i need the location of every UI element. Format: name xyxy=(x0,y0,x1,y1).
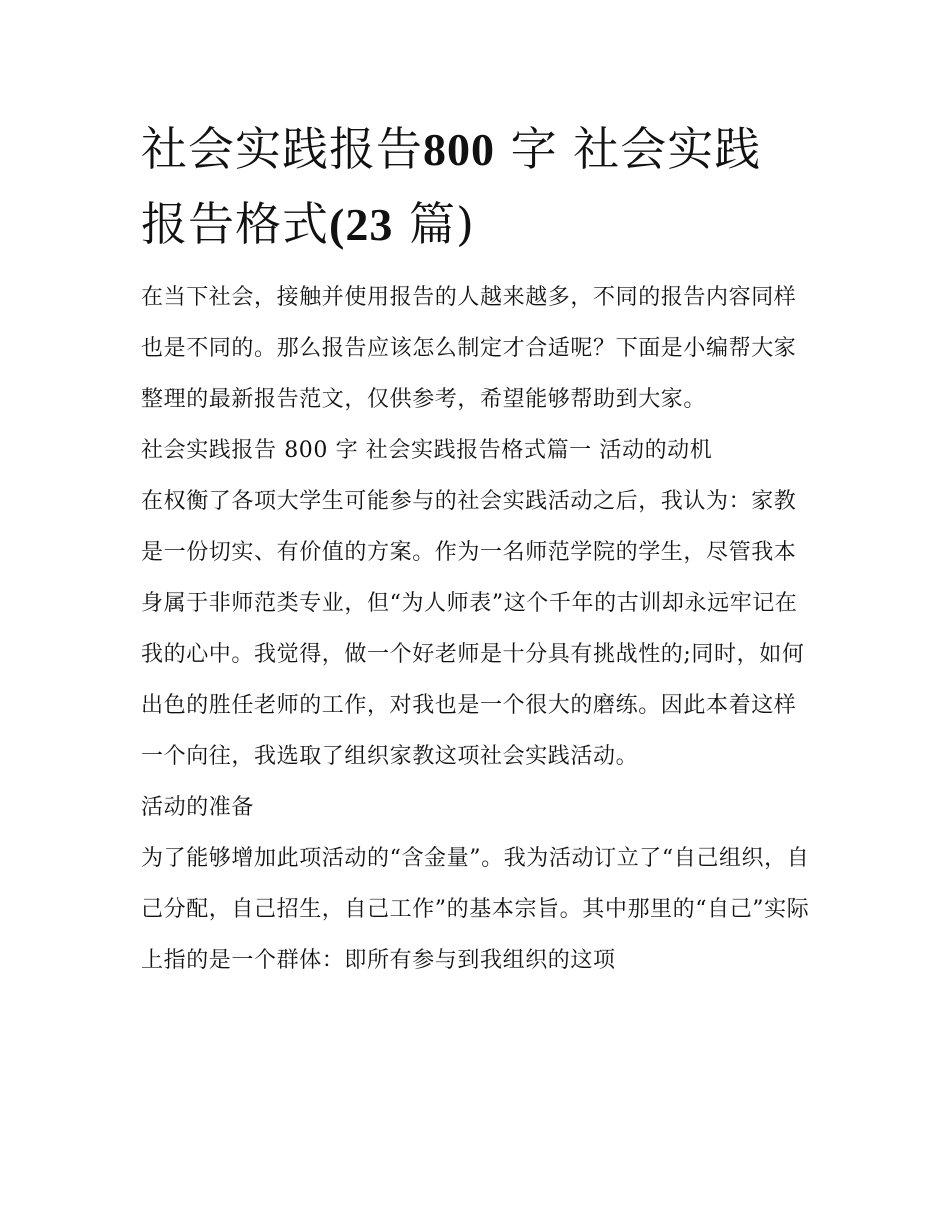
title-text-part: 社会实践报告 xyxy=(141,122,423,176)
document-page xyxy=(141,112,813,986)
body-paragraph: 在权衡了各项大学生可能参与的社会实践活动之后，我认为：家教是一份切实、有价值的方案。作为一名师范学院的学生，尽管我本身属于非师范类专业，但“为人师表”这个千年的古训却永远牢记在我的心中。我觉得，做一个好老师是十分具有挑战性的;同时，如何出色的胜任老师的工作，对我也是一个很大的磨练。因此本着这样一个向往，我选取了组织家教这项社会实践活动。 xyxy=(141,489,805,769)
title-text-part: 报告格式 xyxy=(141,197,329,251)
title-number: 800 xyxy=(423,124,495,175)
body-paragraph: 为了能够增加此项活动的“含金量”。我为活动订立了“自己组织，自己分配，自己招生，自己工作”的基本宗旨。其中那里的“自己”实际上指的是一个群体：即所有参与到我组织的这项 xyxy=(141,846,810,973)
section-heading: 社会实践报告 800 字 社会实践报告格式篇一 活动的动机 xyxy=(141,438,713,463)
title-text-part: 篇) xyxy=(393,197,475,251)
title-text-part: 字 社会实践 xyxy=(495,122,762,176)
intro-paragraph: 在当下社会，接触并使用报告的人越来越多，不同的报告内容同样也是不同的。那么报告应该怎么制定才合适呢？下面是小编帮大家整理的最新报告范文，仅供参考，希望能够帮助到大家。 xyxy=(141,285,797,412)
title-number: (23 xyxy=(329,199,394,250)
section-heading: 活动的准备 xyxy=(141,795,255,820)
document-body xyxy=(141,272,813,986)
document-title xyxy=(141,112,813,262)
